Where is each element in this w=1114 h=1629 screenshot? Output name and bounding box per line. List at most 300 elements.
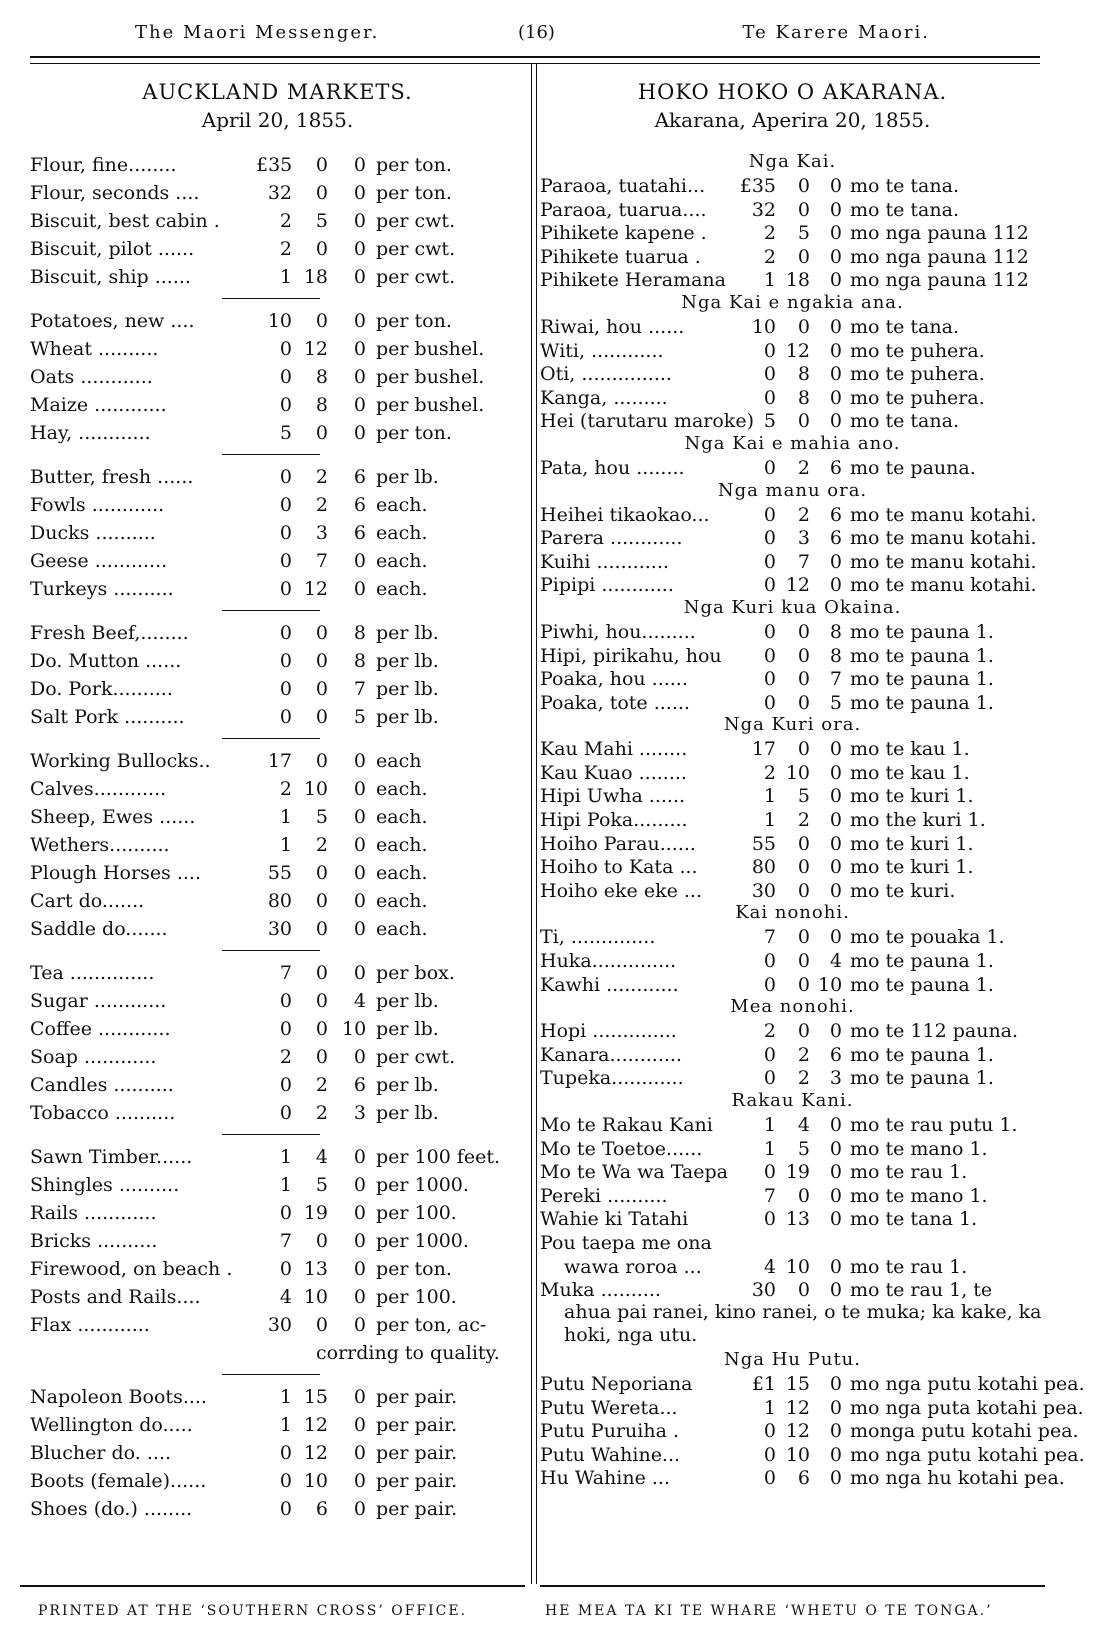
pence: 0	[353, 1314, 366, 1336]
pounds: 7	[763, 926, 776, 949]
item-name: Parera ............	[540, 527, 683, 550]
maori-title: HOKO HOKO O AKARANA.	[637, 80, 948, 104]
item-name: Kuihi ............	[540, 550, 669, 573]
shillings: 12	[785, 339, 810, 362]
unit: per 100 feet.	[376, 1146, 501, 1168]
item-name: Rails ............	[30, 1202, 157, 1224]
price-row	[30, 988, 525, 1016]
price-row	[30, 308, 525, 336]
shillings: 0	[315, 1018, 328, 1040]
unit: each.	[376, 494, 428, 516]
unit: monga putu kotahi pea.	[850, 1420, 1079, 1443]
price-row	[540, 1254, 1045, 1278]
shillings: 5	[797, 222, 810, 245]
item-name: Oti, ...............	[540, 363, 672, 386]
shillings: 0	[315, 310, 328, 332]
unit: per cwt.	[376, 266, 456, 288]
pence: 0	[353, 266, 366, 288]
price-row	[30, 576, 525, 604]
unit: per box.	[376, 962, 455, 984]
price-row	[30, 620, 525, 648]
pence: 0	[353, 154, 366, 176]
maori-date: Akarana, Aperira 20, 1855.	[654, 108, 931, 132]
unit: mo te mano 1.	[850, 1137, 988, 1160]
item-name: Paraoa, tuatahi...	[540, 175, 706, 197]
pence: 0	[829, 926, 842, 949]
unit: each.	[376, 806, 428, 828]
item-name: Working Bullocks..	[30, 750, 211, 772]
price-row	[30, 648, 525, 676]
price-row	[30, 1044, 525, 1072]
item-name: Pou taepa me ona	[540, 1231, 712, 1254]
unit: each.	[376, 522, 428, 544]
pence: 0	[353, 806, 366, 828]
unit: mo te rau 1.	[850, 1255, 968, 1278]
price-row	[540, 173, 1045, 197]
unit: mo te kuri 1.	[850, 856, 974, 879]
pence: 0	[829, 1396, 842, 1419]
pounds: 0	[279, 494, 292, 516]
price-row	[30, 1172, 525, 1200]
pounds: 0	[763, 691, 776, 714]
shillings: 7	[315, 550, 328, 572]
item-name: Huka..............	[540, 950, 677, 973]
pounds: 0	[279, 550, 292, 572]
pounds: 5	[279, 422, 292, 444]
pence: 0	[829, 785, 842, 808]
shillings: 0	[315, 750, 328, 772]
item-name: Putu Wereta...	[540, 1396, 678, 1419]
item-name: Ducks ..........	[30, 522, 156, 544]
masthead-maori: Te Karere Maori.	[742, 22, 930, 43]
pence: 0	[829, 245, 842, 268]
unit: mo te manu kotahi.	[850, 574, 1037, 597]
pence: 7	[353, 678, 366, 700]
price-row	[30, 1228, 525, 1256]
price-row	[540, 1042, 1045, 1066]
shillings: 0	[315, 154, 328, 176]
shillings: 0	[315, 962, 328, 984]
unit: mo te 112 pauna.	[850, 1020, 1019, 1043]
pounds: 2	[763, 761, 776, 784]
pounds: 1	[763, 269, 776, 292]
unit: mo te pauna.	[850, 456, 976, 479]
price-row	[30, 704, 525, 732]
shillings: 10	[785, 1255, 810, 1278]
unit: per lb.	[376, 678, 439, 700]
pence: 0	[353, 1146, 366, 1168]
item-name: wawa roroa ...	[564, 1255, 702, 1278]
price-row	[540, 1277, 1045, 1301]
item-name: Pihikete tuarua .	[540, 245, 701, 268]
pence: 0	[829, 832, 842, 855]
price-row	[540, 924, 1045, 948]
price-row	[30, 888, 525, 916]
item-name: Pihikete kapene .	[540, 222, 707, 245]
price-row	[30, 548, 525, 576]
price-row	[30, 1312, 525, 1340]
item-name: Kau Mahi ........	[540, 738, 688, 761]
item-name: Kau Kuao ........	[540, 761, 687, 784]
price-row	[540, 502, 1045, 526]
shillings: 12	[785, 574, 810, 597]
unit: each.	[376, 778, 428, 800]
shillings: 0	[315, 918, 328, 940]
pence: 0	[829, 856, 842, 879]
shillings: 0	[797, 832, 810, 855]
item-name: Mo te Wa wa Taepa	[540, 1161, 728, 1184]
shillings: 7	[797, 550, 810, 573]
pounds: 0	[279, 1202, 292, 1224]
price-row	[30, 264, 525, 292]
unit: per pair.	[376, 1498, 458, 1520]
pounds: 4	[763, 1255, 776, 1278]
pounds: 4	[279, 1286, 292, 1308]
shillings: 3	[315, 522, 328, 544]
unit: mo nga pauna 112	[850, 245, 1029, 268]
pence: 0	[353, 578, 366, 600]
column-divider	[531, 64, 537, 1584]
shillings: 0	[315, 238, 328, 260]
unit: per ton.	[376, 154, 452, 176]
item-name: Sheep, Ewes ......	[30, 806, 196, 828]
price-row	[540, 666, 1045, 690]
unit: per bushel.	[376, 394, 485, 416]
unit: mo te manu kotahi.	[850, 550, 1037, 573]
shillings: 0	[315, 622, 328, 644]
item-name: Pipipi ............	[540, 574, 674, 597]
unit: per bushel.	[376, 338, 485, 360]
unit: mo te tana.	[850, 198, 959, 221]
price-row	[30, 364, 525, 392]
item-name: Kanara............	[540, 1043, 682, 1066]
unit: each.	[376, 550, 428, 572]
pence: 0	[829, 1114, 842, 1136]
pounds: 0	[763, 1043, 776, 1066]
pence: 0	[353, 1174, 366, 1196]
pence: 0	[353, 182, 366, 204]
price-row	[30, 676, 525, 704]
shillings: 0	[315, 862, 328, 884]
item-name: Wellington do.....	[30, 1414, 193, 1436]
price-row	[540, 1183, 1045, 1207]
shillings: 12	[785, 1396, 810, 1419]
pence: 8	[829, 620, 842, 643]
pounds: 30	[751, 1279, 776, 1302]
shillings: 0	[797, 410, 810, 433]
shillings: 13	[303, 1258, 328, 1280]
item-name: Potatoes, new ....	[30, 310, 195, 332]
item-name: Boots (female)......	[30, 1470, 207, 1492]
item-name: Salt Pork ..........	[30, 706, 185, 728]
flax-note	[30, 1340, 525, 1368]
pence: 0	[829, 1184, 842, 1207]
price-row	[540, 1065, 1045, 1089]
unit: mo te puhera.	[850, 386, 985, 409]
pounds: 0	[763, 1067, 776, 1090]
price-row	[30, 180, 525, 208]
unit: mo nga pauna 112	[850, 222, 1029, 245]
unit: mo nga putu kotahi pea.	[850, 1372, 1085, 1395]
item-name: Candles ..........	[30, 1074, 174, 1096]
item-name: Putu Neporiana	[540, 1372, 693, 1395]
pounds: 2	[763, 222, 776, 245]
item-name: Pata, hou ........	[540, 456, 685, 479]
item-name: Do. Mutton ......	[30, 650, 182, 672]
price-row	[540, 1136, 1045, 1160]
price-row	[540, 314, 1045, 338]
item-name: Poaka, tote ......	[540, 691, 690, 714]
unit: per ton.	[376, 1258, 452, 1280]
pounds: £35	[739, 175, 776, 197]
pence: 8	[829, 644, 842, 667]
item-name: Biscuit, pilot ......	[30, 238, 195, 260]
price-row	[30, 1144, 525, 1172]
unit: per cwt.	[376, 210, 456, 232]
unit: mo te puhera.	[850, 363, 985, 386]
shillings: 18	[785, 269, 810, 292]
item-name: Pihikete Heramana	[540, 269, 726, 292]
pounds: £1	[751, 1372, 776, 1395]
pounds: 0	[763, 386, 776, 409]
unit: mo te pouaka 1.	[850, 926, 1005, 949]
unit: per ton.	[376, 310, 452, 332]
shillings: 0	[797, 691, 810, 714]
pounds: 0	[279, 1018, 292, 1040]
unit: mo te pauna 1.	[850, 1067, 994, 1090]
item-name: Hay, ............	[30, 422, 151, 444]
price-row	[540, 1465, 1065, 1490]
shillings: 0	[315, 1046, 328, 1068]
shillings: 0	[315, 678, 328, 700]
unit: per 1000.	[376, 1230, 469, 1252]
pounds: 0	[279, 1442, 292, 1464]
shillings: 5	[797, 1137, 810, 1160]
unit: per lb.	[376, 990, 439, 1012]
shillings: 4	[315, 1146, 328, 1168]
pounds: 1	[279, 806, 292, 828]
unit: per lb.	[376, 622, 439, 644]
price-row	[540, 361, 1045, 385]
shillings: 2	[315, 1102, 328, 1124]
item-name: Kanga, .........	[540, 386, 668, 409]
price-row	[30, 336, 525, 364]
pounds: 2	[279, 238, 292, 260]
unit: mo te pauna 1.	[850, 1043, 994, 1066]
item-name: Witi, ............	[540, 339, 664, 362]
pence: 0	[353, 862, 366, 884]
group-separator	[30, 1368, 525, 1384]
price-row	[540, 385, 1045, 409]
item-name: Hoiho eke eke ...	[540, 879, 703, 902]
pounds: 0	[763, 973, 776, 996]
pounds: 0	[279, 366, 292, 388]
shillings: 2	[315, 466, 328, 488]
price-row	[30, 492, 525, 520]
item-name: Flax ............	[30, 1314, 150, 1336]
shillings: 19	[785, 1161, 810, 1184]
unit: per 100.	[376, 1286, 457, 1308]
shillings: 6	[797, 1467, 810, 1490]
section-heading: Kai nonohi.	[735, 902, 850, 924]
item-name: Putu Puruiha .	[540, 1420, 679, 1443]
pounds: 0	[279, 1258, 292, 1280]
price-row	[30, 832, 525, 860]
price-row	[30, 152, 525, 180]
pounds: 0	[279, 394, 292, 416]
price-row	[540, 736, 1045, 760]
price-row	[30, 916, 525, 944]
unit: per lb.	[376, 706, 439, 728]
pence: 0	[353, 834, 366, 856]
unit: mo te manu kotahi.	[850, 503, 1037, 526]
pounds: 0	[763, 620, 776, 643]
price-row	[30, 1468, 525, 1496]
pence: 7	[829, 668, 842, 691]
shillings: 10	[303, 1470, 328, 1492]
unit: per bushel.	[376, 366, 485, 388]
shillings: 10	[785, 761, 810, 784]
item-name: Fowls ............	[30, 494, 165, 516]
pence: 0	[829, 363, 842, 386]
unit: mo te kau 1.	[850, 738, 970, 761]
shillings: 2	[315, 494, 328, 516]
pence: 0	[829, 738, 842, 761]
pounds: 10	[267, 310, 292, 332]
unit: per ton.	[376, 422, 452, 444]
shillings: 12	[303, 1414, 328, 1436]
shillings: 0	[315, 1230, 328, 1252]
item-name: Hu Wahine ...	[540, 1467, 671, 1490]
pence: 0	[829, 315, 842, 338]
shillings: 0	[315, 890, 328, 912]
pence: 4	[353, 990, 366, 1012]
shillings: 0	[797, 245, 810, 268]
unit: mo te kuri 1.	[850, 785, 974, 808]
pence: 0	[829, 222, 842, 245]
unit: mo nga pauna 112	[850, 269, 1029, 292]
pence: 0	[353, 750, 366, 772]
price-row	[30, 1412, 525, 1440]
price-row	[540, 338, 1045, 362]
shillings: 0	[797, 926, 810, 949]
pounds: 0	[279, 650, 292, 672]
price-row	[30, 464, 525, 492]
item-name: Muka ..........	[540, 1279, 661, 1302]
price-row	[540, 1206, 1045, 1230]
pounds: 1	[763, 809, 776, 832]
section-heading: Nga Hu Putu.	[724, 1348, 861, 1370]
section-heading: Rakau Kani.	[731, 1090, 854, 1111]
price-row	[30, 520, 525, 548]
pence: 0	[353, 778, 366, 800]
pence: 0	[353, 338, 366, 360]
shillings: 0	[797, 668, 810, 691]
item-name: Biscuit, best cabin .	[30, 210, 220, 232]
pounds: 0	[763, 456, 776, 479]
shillings: 0	[797, 315, 810, 338]
item-name: Biscuit, ship ......	[30, 266, 191, 288]
price-row	[540, 783, 1045, 807]
pounds: 7	[763, 1184, 776, 1207]
pounds: 80	[751, 856, 776, 879]
pounds: 5	[763, 410, 776, 433]
shillings: 0	[315, 182, 328, 204]
unit: mo nga putu kotahi pea.	[850, 1443, 1085, 1466]
item-name: Paraoa, tuarua....	[540, 198, 707, 221]
item-name: Firewood, on beach .	[30, 1258, 233, 1280]
shillings: 8	[797, 386, 810, 409]
price-row	[540, 1442, 1085, 1466]
pounds: 0	[279, 522, 292, 544]
price-row	[540, 760, 1045, 784]
unit: mo te kau 1.	[850, 761, 970, 784]
unit: mo te kuri.	[850, 879, 956, 902]
price-row	[540, 1230, 1045, 1254]
pounds: 0	[279, 466, 292, 488]
shillings: 3	[797, 527, 810, 550]
unit: per cwt.	[376, 238, 456, 260]
pence: 0	[353, 1286, 366, 1308]
shillings: 0	[797, 1184, 810, 1207]
pence: 0	[353, 1258, 366, 1280]
section-heading: Nga Kai e mahia ano.	[684, 432, 901, 454]
shillings: 0	[315, 1314, 328, 1336]
shillings: 0	[797, 175, 810, 197]
unit: mo te tana.	[850, 410, 959, 433]
unit: per lb.	[376, 1018, 439, 1040]
unit: mo te pauna 1.	[850, 644, 994, 667]
item-name: Coffee ............	[30, 1018, 171, 1040]
price-row	[30, 860, 525, 888]
price-row	[540, 831, 1045, 855]
pounds: 1	[279, 1386, 292, 1408]
pounds: 17	[751, 738, 776, 761]
price-row	[540, 1395, 1084, 1419]
shillings: 0	[797, 856, 810, 879]
pounds: 1	[763, 1396, 776, 1419]
unit: per ton.	[376, 182, 452, 204]
unit: each.	[376, 834, 428, 856]
price-row	[30, 1496, 525, 1524]
shillings: 12	[303, 338, 328, 360]
item-name: Hipi Uwha ......	[540, 785, 686, 808]
unit: per lb.	[376, 1102, 439, 1124]
item-name: Poaka, hou ......	[540, 668, 688, 691]
pence: 3	[829, 1067, 842, 1090]
item-name: Butter, fresh ......	[30, 466, 194, 488]
unit: mo te rau 1, te	[850, 1279, 993, 1302]
item-name: Hipi Poka.........	[540, 809, 688, 832]
pounds: 10	[751, 315, 776, 338]
item-name: Calves............	[30, 778, 167, 800]
unit: per ton, ac-	[376, 1314, 487, 1336]
unit: each	[376, 750, 422, 772]
pounds: 0	[763, 550, 776, 573]
pence: 6	[353, 522, 366, 544]
pence: 0	[353, 366, 366, 388]
pounds: 1	[763, 785, 776, 808]
price-row	[540, 619, 1045, 643]
shillings: 0	[797, 644, 810, 667]
price-row	[30, 236, 525, 264]
bottom-rule-right	[540, 1585, 1045, 1590]
english-column	[30, 78, 525, 1524]
pence: 6	[353, 494, 366, 516]
pounds: 1	[279, 834, 292, 856]
unit: mo te manu kotahi.	[850, 527, 1037, 550]
pence: 0	[353, 422, 366, 444]
